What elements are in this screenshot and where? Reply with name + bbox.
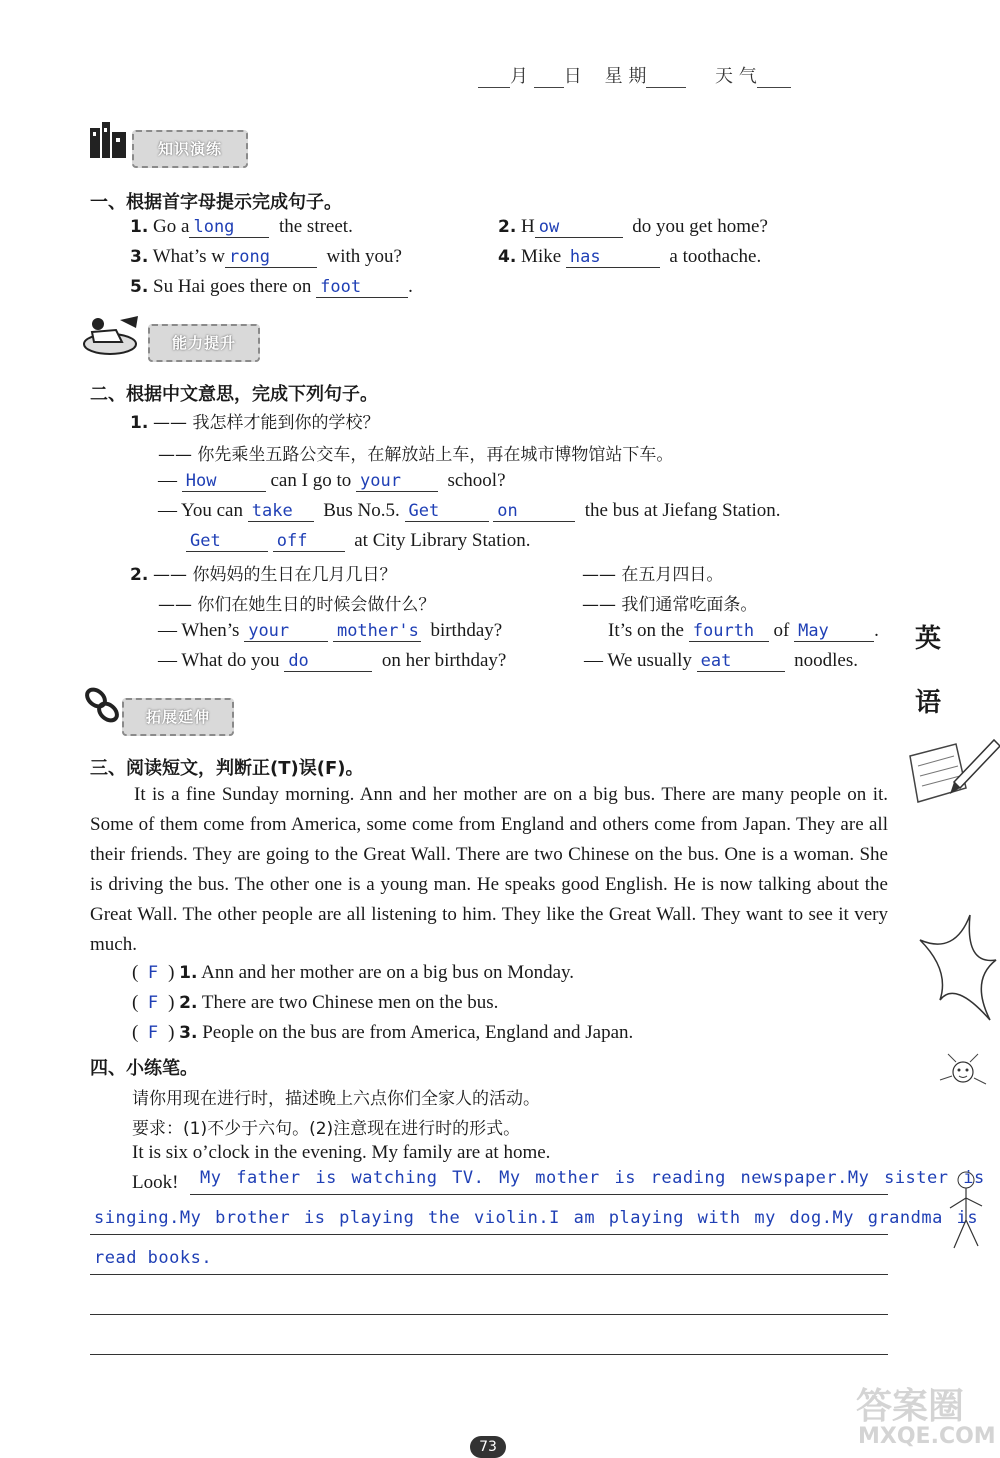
section-badge-extend: 拓展延伸 <box>122 698 234 736</box>
s1-q5-number: 5. <box>130 277 149 297</box>
s1-q2-suffix: do you get home? <box>632 216 768 237</box>
s1-q4-suffix: a toothache. <box>669 246 762 267</box>
tf-number-1: 1. <box>179 963 198 983</box>
s2-q2-right1 <box>608 620 879 642</box>
writing-requirement-2: 要求：(1)不少于六句。(2)注意现在进行时的形式。 <box>132 1119 521 1139</box>
section-3-title: 三、阅读短文，判断正(T)误(F)。 <box>90 758 364 779</box>
tf-text-3: People on the bus are from America, England and Japan. <box>202 1022 634 1043</box>
s1-q3-answer[interactable]: rong <box>225 247 317 268</box>
s2-q1-jiefang: the bus at Jiefang Station. <box>584 500 781 521</box>
weather-label: 天 气 <box>714 66 757 87</box>
s2-q2-on-birthday: on her birthday? <box>381 650 507 671</box>
tf-answer-3[interactable]: F <box>147 1023 159 1043</box>
s1-q1-answer[interactable]: long <box>189 217 269 238</box>
s2-q2-its-on: It’s on the <box>608 620 684 641</box>
s2-q1-text-school: school? <box>447 470 506 491</box>
s1-q1-suffix: the street. <box>278 216 353 237</box>
s2-q2-chinese-1: —— 你妈妈的生日在几月几日？ <box>153 565 397 585</box>
s2-q2-answer-mothers[interactable]: mother's <box>333 621 421 642</box>
smiley-doodle <box>928 1040 998 1100</box>
writing-rule-5 <box>90 1354 888 1355</box>
writing-answer-line-1[interactable]: My father is watching TV. My mother is reading newspaper.My sister is <box>200 1168 985 1188</box>
s2-q1-you-can: — You can <box>158 500 243 521</box>
building-icon <box>88 118 134 160</box>
s2-q2-zh3: —— 在五月四日。 <box>582 565 724 585</box>
s2-q1-number: 1. <box>130 413 149 433</box>
writing-look: Look! <box>132 1172 179 1193</box>
s2-q1-zh2: —— 你先乘坐五路公交车，在解放站上车，再在城市博物馆站下车。 <box>158 445 674 465</box>
s2-q2-answer-eat[interactable]: eat <box>697 651 785 672</box>
tf-item-3: ( F ) 3. People on the bus are from America, England and Japan. <box>132 1022 634 1043</box>
figure-doodle <box>936 1160 996 1260</box>
s2-q1-library: at City Library Station. <box>354 530 531 551</box>
s2-q1-answer-how[interactable]: How <box>182 471 266 492</box>
s2-q2-noodles: noodles. <box>794 650 858 671</box>
s2-q1-line1 <box>158 470 506 492</box>
s2-q2-number: 2. <box>130 565 149 585</box>
s2-q1-text: can I go to <box>270 470 352 491</box>
page-number: 73 <box>470 1436 506 1458</box>
subject-label-2: 语 <box>915 688 942 718</box>
section-1-title: 一、根据首字母提示完成句子。 <box>90 192 342 213</box>
s2-q1-answer-get2[interactable]: Get <box>186 531 268 552</box>
s2-q2-line2 <box>158 650 506 672</box>
day-blank <box>534 69 564 88</box>
s2-q2-birthday: birthday? <box>430 620 503 641</box>
s1-q1-number: 1. <box>130 217 149 237</box>
s2-q2-whens: — When’s <box>158 620 240 641</box>
writing-requirement-1: 请你用现在进行时，描述晚上六点你们全家人的活动。 <box>132 1089 540 1109</box>
s2-q1-zh1 <box>130 408 379 434</box>
tf-item-2: ( F ) 2. There are two Chinese men on the bus. <box>132 992 499 1013</box>
s1-q1 <box>130 216 353 238</box>
section-badge-improve: 能力提升 <box>148 324 260 362</box>
s2-q2-what-do-you: — What do you <box>158 650 280 671</box>
s1-q5 <box>130 276 413 298</box>
watermark-logo: 答案圈 <box>856 1386 965 1427</box>
s1-q1-letter: a <box>181 216 190 237</box>
s1-q3 <box>130 246 402 268</box>
s2-q1-answer-your[interactable]: your <box>356 471 438 492</box>
section-4-title: 四、小练笔。 <box>90 1058 198 1079</box>
s2-q2-answer-do[interactable]: do <box>284 651 372 672</box>
tf-text-1: Ann and her mother are on a big bus on Monday. <box>201 962 575 983</box>
tf-number-3: 3. <box>179 1023 198 1043</box>
s2-q2-answer-fourth[interactable]: fourth <box>689 621 769 642</box>
s2-q2-period: . <box>874 620 879 641</box>
day-label: 日 <box>563 66 582 87</box>
s1-q5-suffix: . <box>408 276 413 297</box>
tf-item-1: ( F ) 1. Ann and her mother are on a big bus on Monday. <box>132 962 575 983</box>
s2-q1-line2 <box>158 500 781 522</box>
writing-rule-3 <box>90 1274 888 1275</box>
s2-q1-answer-take[interactable]: take <box>248 501 314 522</box>
writing-rule-2 <box>90 1234 888 1235</box>
s2-q1-line3 <box>186 530 531 552</box>
tf-text-2: There are two Chinese men on the bus. <box>201 992 499 1013</box>
s1-q3-letter: w <box>211 246 226 267</box>
s1-q5-prefix: Su Hai goes there on <box>153 276 317 297</box>
s2-q2-answer-may[interactable]: May <box>794 621 874 642</box>
writing-rule-4 <box>90 1314 888 1315</box>
weekday-blank <box>646 69 686 88</box>
watermark-url: MXQE.COM <box>858 1424 996 1449</box>
s1-q3-number: 3. <box>130 247 149 267</box>
weather-blank <box>757 69 791 88</box>
s2-q2-zh2: —— 你们在她生日的时候会做什么？ <box>158 595 436 615</box>
s2-q2-of: of <box>773 620 790 641</box>
month-label: 月 <box>510 66 528 87</box>
s1-q1-prefix: Go <box>153 216 182 237</box>
s1-q2-number: 2. <box>498 217 517 237</box>
month-blank <box>478 69 510 88</box>
s1-q3-suffix: with you? <box>326 246 402 267</box>
writing-answer-line-2[interactable]: singing.My brother is playing the violin.I am playing with my dog.My grandma is <box>94 1208 979 1228</box>
s1-q4-prefix: Mike <box>521 246 566 267</box>
reading-figure-icon <box>80 312 150 358</box>
weekday-label: 星 期 <box>604 66 647 87</box>
s2-q2-right2 <box>584 650 858 672</box>
s2-q1-answer-get[interactable]: Get <box>405 501 489 522</box>
tf-answer-1[interactable]: F <box>147 963 159 983</box>
dash: — <box>158 470 177 491</box>
writing-rule-1 <box>190 1194 888 1195</box>
reading-passage: It is a fine Sunday morning. Ann and her mother are on a big bus. There are many people on it. Some of them come from America, some come from England and others come from Japan. They are all their friends. They are going to the Great Wall. There are two Chinese on the bus. One is a woman. She is driving the bus. The other one is a young man. He speaks good English. He is now talking about the Great Wall. The other people are all listening to him. They like the Great Wall. They want to see it very much. <box>90 784 888 955</box>
s2-q2-zh4: —— 我们通常吃面条。 <box>582 595 758 615</box>
s2-q2-zh1 <box>130 560 396 586</box>
star-doodle <box>910 910 1000 1040</box>
s2-q2-answer-your[interactable]: your <box>244 621 328 642</box>
s1-q5-answer[interactable]: foot <box>316 277 408 298</box>
s1-q2-answer[interactable]: ow <box>535 217 623 238</box>
s2-q1-bus: Bus No.5. <box>323 500 400 521</box>
date-header <box>478 62 791 88</box>
pencil-paper-doodle <box>904 726 1000 816</box>
s1-q4-number: 4. <box>498 247 517 267</box>
s2-q2-line1 <box>158 620 502 642</box>
s2-q1-answer-on[interactable]: on <box>493 501 575 522</box>
s1-q4-answer[interactable]: has <box>566 247 660 268</box>
s2-q1-answer-off[interactable]: off <box>273 531 345 552</box>
writing-answer-line-3[interactable]: read books. <box>94 1248 213 1268</box>
s1-q2-letter: H <box>521 216 535 237</box>
s1-q2 <box>498 216 768 238</box>
tf-answer-2[interactable]: F <box>147 993 159 1013</box>
subject-label-1: 英 <box>915 624 942 654</box>
section-2-title: 二、根据中文意思，完成下列句子。 <box>90 384 378 405</box>
s2-q1-chinese-1: —— 我怎样才能到你的学校？ <box>153 413 380 433</box>
section-badge-practice: 知识演练 <box>132 130 248 168</box>
writing-intro: It is six o’clock in the evening. My family are at home. <box>132 1142 551 1163</box>
s1-q4 <box>498 246 761 268</box>
s1-q3-prefix: What’s <box>152 246 212 267</box>
tf-number-2: 2. <box>179 993 198 1013</box>
s2-q2-we-usually: — We usually <box>584 650 692 671</box>
